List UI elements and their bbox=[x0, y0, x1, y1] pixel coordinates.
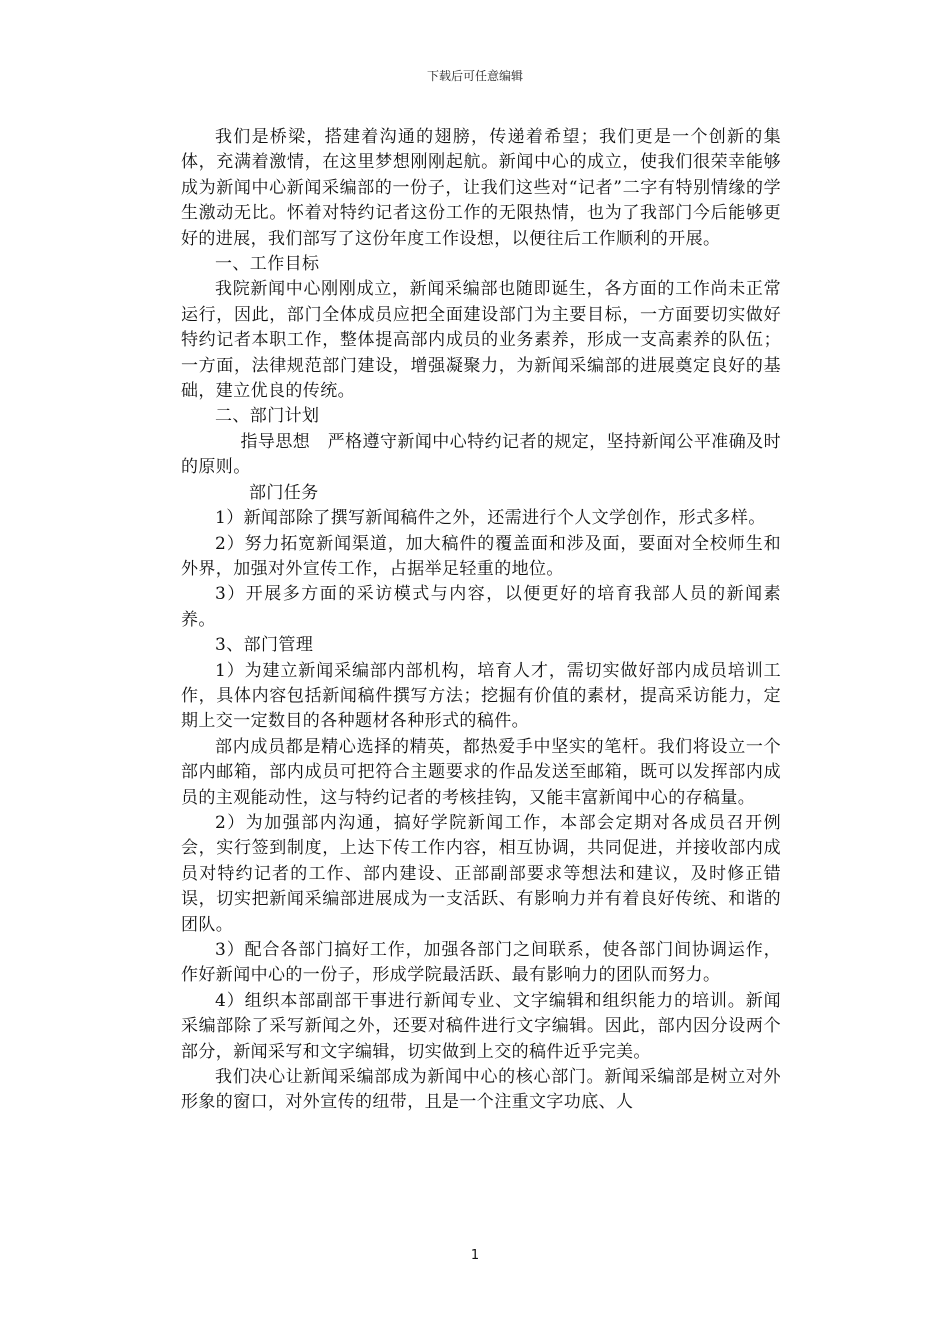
management-item-1: 1）为建立新闻采编部内部机构，培育人才，需切实做好部内成员培训工作，具体内容包括新闻稿件撰写方法；挖掘有价值的素材，提高采访能力，定期上交一定数目的各种题材各种形式的稿件。 bbox=[181, 660, 781, 732]
guiding-principle-paragraph: 指导思想 严格遵守新闻中心特约记者的规定，坚持新闻公平准确及时的原则。 bbox=[181, 431, 781, 478]
section-heading-plan: 二、部门计划 bbox=[215, 406, 320, 427]
subheading-department-tasks: 部门任务 bbox=[249, 482, 319, 503]
task-item-1: 1）新闻部除了撰写新闻稿件之外，还需进行个人文学创作，形式多样。 bbox=[215, 508, 766, 529]
mailbox-paragraph: 部内成员都是精心选择的精英，都热爱手中坚实的笔杆。我们将设立一个部内邮箱，部内成员可把符合主题要求的作品发送至邮箱，既可以发挥部内成员的主观能动性，这与特约记者的考核挂钩，又能丰富新闻中心的存稿量。 bbox=[181, 736, 781, 808]
document-body bbox=[181, 125, 781, 1116]
section-heading-goals: 一、工作目标 bbox=[215, 254, 320, 275]
closing-paragraph: 我们决心让新闻采编部成为新闻中心的核心部门。新闻采编部是树立对外形象的窗口，对外宣传的纽带，且是一个注重文字功底、人 bbox=[181, 1067, 781, 1113]
management-item-3: 3）配合各部门搞好工作，加强各部门之间联系，使各部门间协调运作，作好新闻中心的一份子，形成学院最活跃、最有影响力的团队而努力。 bbox=[181, 940, 781, 986]
management-item-2: 2）为加强部内沟通，搞好学院新闻工作，本部会定期对各成员召开例会，实行签到制度，上达下传工作内容，相互协调，共同促进，并接收部内成员对特约记者的工作、部内建设、正部副部要求等想法和建议，及时修正错误，切实把新闻采编部进展成为一支活跃、有影响力并有着良好传统、和谐的团队。 bbox=[181, 812, 781, 935]
management-item-4: 4）组织本部副部干事进行新闻专业、文字编辑和组织能力的培训。新闻采编部除了采写新闻之外，还要对稿件进行文字编辑。因此，部内因分设两个部分，新闻采写和文字编辑，切实做到上交的稿件近乎完美。 bbox=[181, 990, 781, 1062]
page-header: 下载后可任意编辑 bbox=[426, 69, 523, 83]
task-item-2: 2）努力拓宽新闻渠道，加大稿件的覆盖面和涉及面，要面对全校师生和外界，加强对外宣传工作，占据举足轻重的地位。 bbox=[181, 533, 781, 579]
intro-paragraph: 我们是桥梁，搭建着沟通的翅膀，传递着希望；我们更是一个创新的集体，充满着激情，在这里梦想刚刚起航。新闻中心的成立，使我们很荣幸能够成为新闻中心新闻采编部的一份子，让我们这些对“记者”二字有特别情缘的学生激动无比。怀着对特约记者这份工作的无限热情，也为了我部门今后能够更好的进展，我们部写了这份年度工作设想，以便往后工作顺利的开展。 bbox=[181, 127, 781, 249]
task-item-3: 3）开展多方面的采访模式与内容，以便更好的培育我部人员的新闻素养。 bbox=[181, 584, 781, 630]
goals-paragraph: 我院新闻中心刚刚成立，新闻采编部也随即诞生，各方面的工作尚未正常运行，因此，部门全体成员应把全面建设部门为主要目标，一方面要切实做好特约记者本职工作，整体提高部内成员的业务素养，形成一支高素养的队伍；一方面，法律规范部门建设，增强凝聚力，为新闻采编部的进展奠定良好的基础，建立优良的传统。 bbox=[181, 279, 781, 402]
subheading-department-management: 3、部门管理 bbox=[215, 635, 314, 656]
page-number: 1 bbox=[470, 1248, 480, 1263]
